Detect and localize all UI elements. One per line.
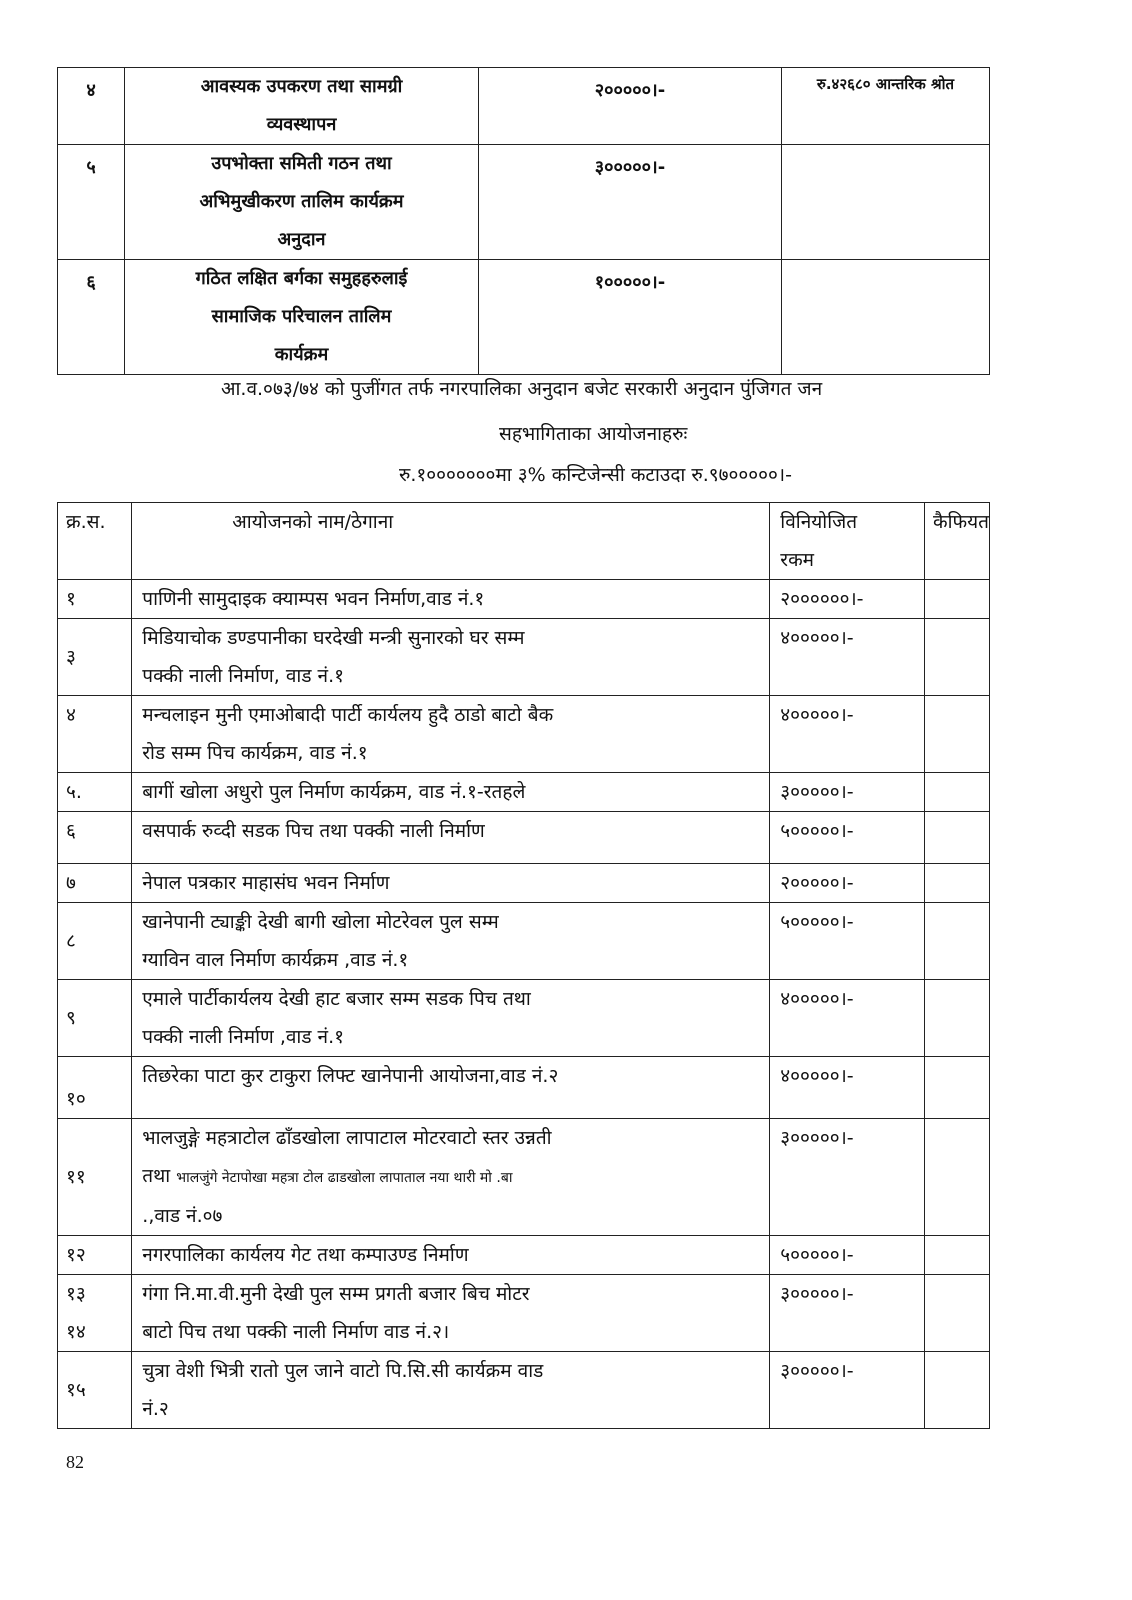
page-number: 82 [66, 1452, 84, 1472]
table-header-row [58, 503, 990, 580]
project-remarks [924, 696, 989, 773]
project-name: नेपाल पत्रकार माहासंघ भवन निर्माण [132, 864, 770, 903]
project-amount: ४०००००।- [770, 696, 925, 773]
table-row [58, 696, 990, 773]
project-remarks [924, 1119, 989, 1236]
project-name: पाणिनी सामुदाइक क्याम्पस भवन निर्माण,वाड नं.१ [132, 580, 770, 619]
project-name: बागीं खोला अधुरो पुल निर्माण कार्यक्रम, वाड नं.१-रतहले [132, 773, 770, 812]
row-number: ७ [58, 864, 132, 903]
row-number: ८ [58, 903, 132, 980]
table-row [58, 1275, 990, 1352]
table-row [58, 864, 990, 903]
project-amount: २०००००।- [770, 864, 925, 903]
activity-remarks: रु.४२६८० आन्तरिक श्रोत [782, 68, 990, 145]
table-row [58, 903, 990, 980]
activity-name: गठित लक्षित बर्गका समुहहरुलाई सामाजिक परिचालन तालिम कार्यक्रम [125, 260, 479, 375]
activity-name: आवस्यक उपकरण तथा सामग्री व्यवस्थापन [125, 68, 479, 145]
row-number: १ [58, 580, 132, 619]
row-number: ५ [58, 145, 125, 260]
table-row [58, 260, 990, 375]
activity-amount: २०००००।- [479, 68, 782, 145]
contingency-note: रु.१०००००००मा ३% कन्टिजेन्सी कटाउदा रु.९७०००००।- [399, 464, 792, 486]
project-name: खानेपानी ट्याङ्की देखी बागी खोला मोटरेवल पुल सम्म ग्याविन वाल निर्माण कार्यक्रम ,वाड नं.१ [132, 903, 770, 980]
project-remarks [924, 1057, 989, 1119]
header-remarks: कैफियत [924, 503, 989, 580]
section-heading-line1: आ.व.०७३/७४ को पुजींगत तर्फ नगरपालिका अनुदान बजेट सरकारी अनुदान पुंजिगत जन [221, 378, 823, 400]
project-remarks [924, 980, 989, 1057]
activities-table [57, 67, 990, 375]
project-name: गंगा नि.मा.वी.मुनी देखी पुल सम्म प्रगती बजार बिच मोटर बाटो पिच तथा पक्की नाली निर्माण वाड नं.२। [132, 1275, 770, 1352]
project-remarks [924, 864, 989, 903]
project-remarks [924, 619, 989, 696]
project-amount: ४०००००।- [770, 619, 925, 696]
projects-table [57, 502, 990, 1429]
project-remarks [924, 773, 989, 812]
activity-amount: ३०००००।- [479, 145, 782, 260]
row-number: १५ [58, 1352, 132, 1429]
row-number: ६ [58, 812, 132, 864]
row-number: ४ [58, 68, 125, 145]
row-number: ६ [58, 260, 125, 375]
project-name: भालजुङ्गे महत्राटोल ढाँडखोला लापाटाल मोटरवाटो स्तर उन्नती तथा भालजुंगे नेटापोखा महत्रा टोल ढाडखोला लापाताल नया थारी मो .बा .,वाड नं.०७ [132, 1119, 770, 1236]
table-row [58, 773, 990, 812]
row-number: ११ [58, 1119, 132, 1236]
table-row [58, 619, 990, 696]
header-project-name: आयोजनको नाम/ठेगाना [132, 503, 770, 580]
row-number: ४ [58, 696, 132, 773]
project-name: मन्चलाइन मुनी एमाओबादी पार्टी कार्यलय हुदै ठाडो बाटो बैक रोड सम्म पिच कार्यक्रम, वाड नं.१ [132, 696, 770, 773]
project-name: नगरपालिका कार्यलय गेट तथा कम्पाउण्ड निर्माण [132, 1236, 770, 1275]
header-serial: क्र.स. [58, 503, 132, 580]
table-row [58, 980, 990, 1057]
activity-remarks [782, 145, 990, 260]
activity-name: उपभोक्ता समिती गठन तथा अभिमुखीकरण तालिम कार्यक्रम अनुदान [125, 145, 479, 260]
project-amount: ४०००००।- [770, 1057, 925, 1119]
row-number: १२ [58, 1236, 132, 1275]
table-row [58, 812, 990, 864]
project-amount: ५०००००।- [770, 903, 925, 980]
project-remarks [924, 812, 989, 864]
activity-amount: १०००००।- [479, 260, 782, 375]
activity-remarks [782, 260, 990, 375]
table-row [58, 1057, 990, 1119]
table-row [58, 145, 990, 260]
project-amount: ४०००००।- [770, 980, 925, 1057]
project-amount: ३०००००।- [770, 1119, 925, 1236]
table-row [58, 1119, 990, 1236]
row-number: ९ [58, 980, 132, 1057]
header-amount: विनियोजित रकम [770, 503, 925, 580]
table-row [58, 580, 990, 619]
project-amount: २००००००।- [770, 580, 925, 619]
section-heading-line2: सहभागिताका आयोजनाहरुः [499, 423, 688, 445]
project-name: एमाले पार्टीकार्यलय देखी हाट बजार सम्म सडक पिच तथा पक्की नाली निर्माण ,वाड नं.१ [132, 980, 770, 1057]
project-name: वसपार्क रुव्दी सडक पिच तथा पक्की नाली निर्माण [132, 812, 770, 864]
project-amount: ५०००००।- [770, 1236, 925, 1275]
table-row [58, 68, 990, 145]
project-name: तिछरेका पाटा कुर टाकुरा लिफ्ट खानेपानी आयोजना,वाड नं.२ [132, 1057, 770, 1119]
project-name: मिडियाचोक डण्डपानीका घरदेखी मन्त्री सुनारको घर सम्म पक्की नाली निर्माण, वाड नं.१ [132, 619, 770, 696]
row-number: १३ १४ [58, 1275, 132, 1352]
project-amount: ३०००००।- [770, 1275, 925, 1352]
row-number: ५. [58, 773, 132, 812]
table-row [58, 1236, 990, 1275]
project-amount: ३०००००।- [770, 773, 925, 812]
row-number: ३ [58, 619, 132, 696]
project-amount: ३०००००।- [770, 1352, 925, 1429]
project-remarks [924, 1275, 989, 1352]
project-amount: ५०००००।- [770, 812, 925, 864]
project-name: चुत्रा वेशी भित्री रातो पुल जाने वाटो पि.सि.सी कार्यक्रम वाड नं.२ [132, 1352, 770, 1429]
project-remarks [924, 1236, 989, 1275]
project-remarks [924, 1352, 989, 1429]
table-row [58, 1352, 990, 1429]
project-remarks [924, 580, 989, 619]
row-number: १० [58, 1057, 132, 1119]
project-remarks [924, 903, 989, 980]
